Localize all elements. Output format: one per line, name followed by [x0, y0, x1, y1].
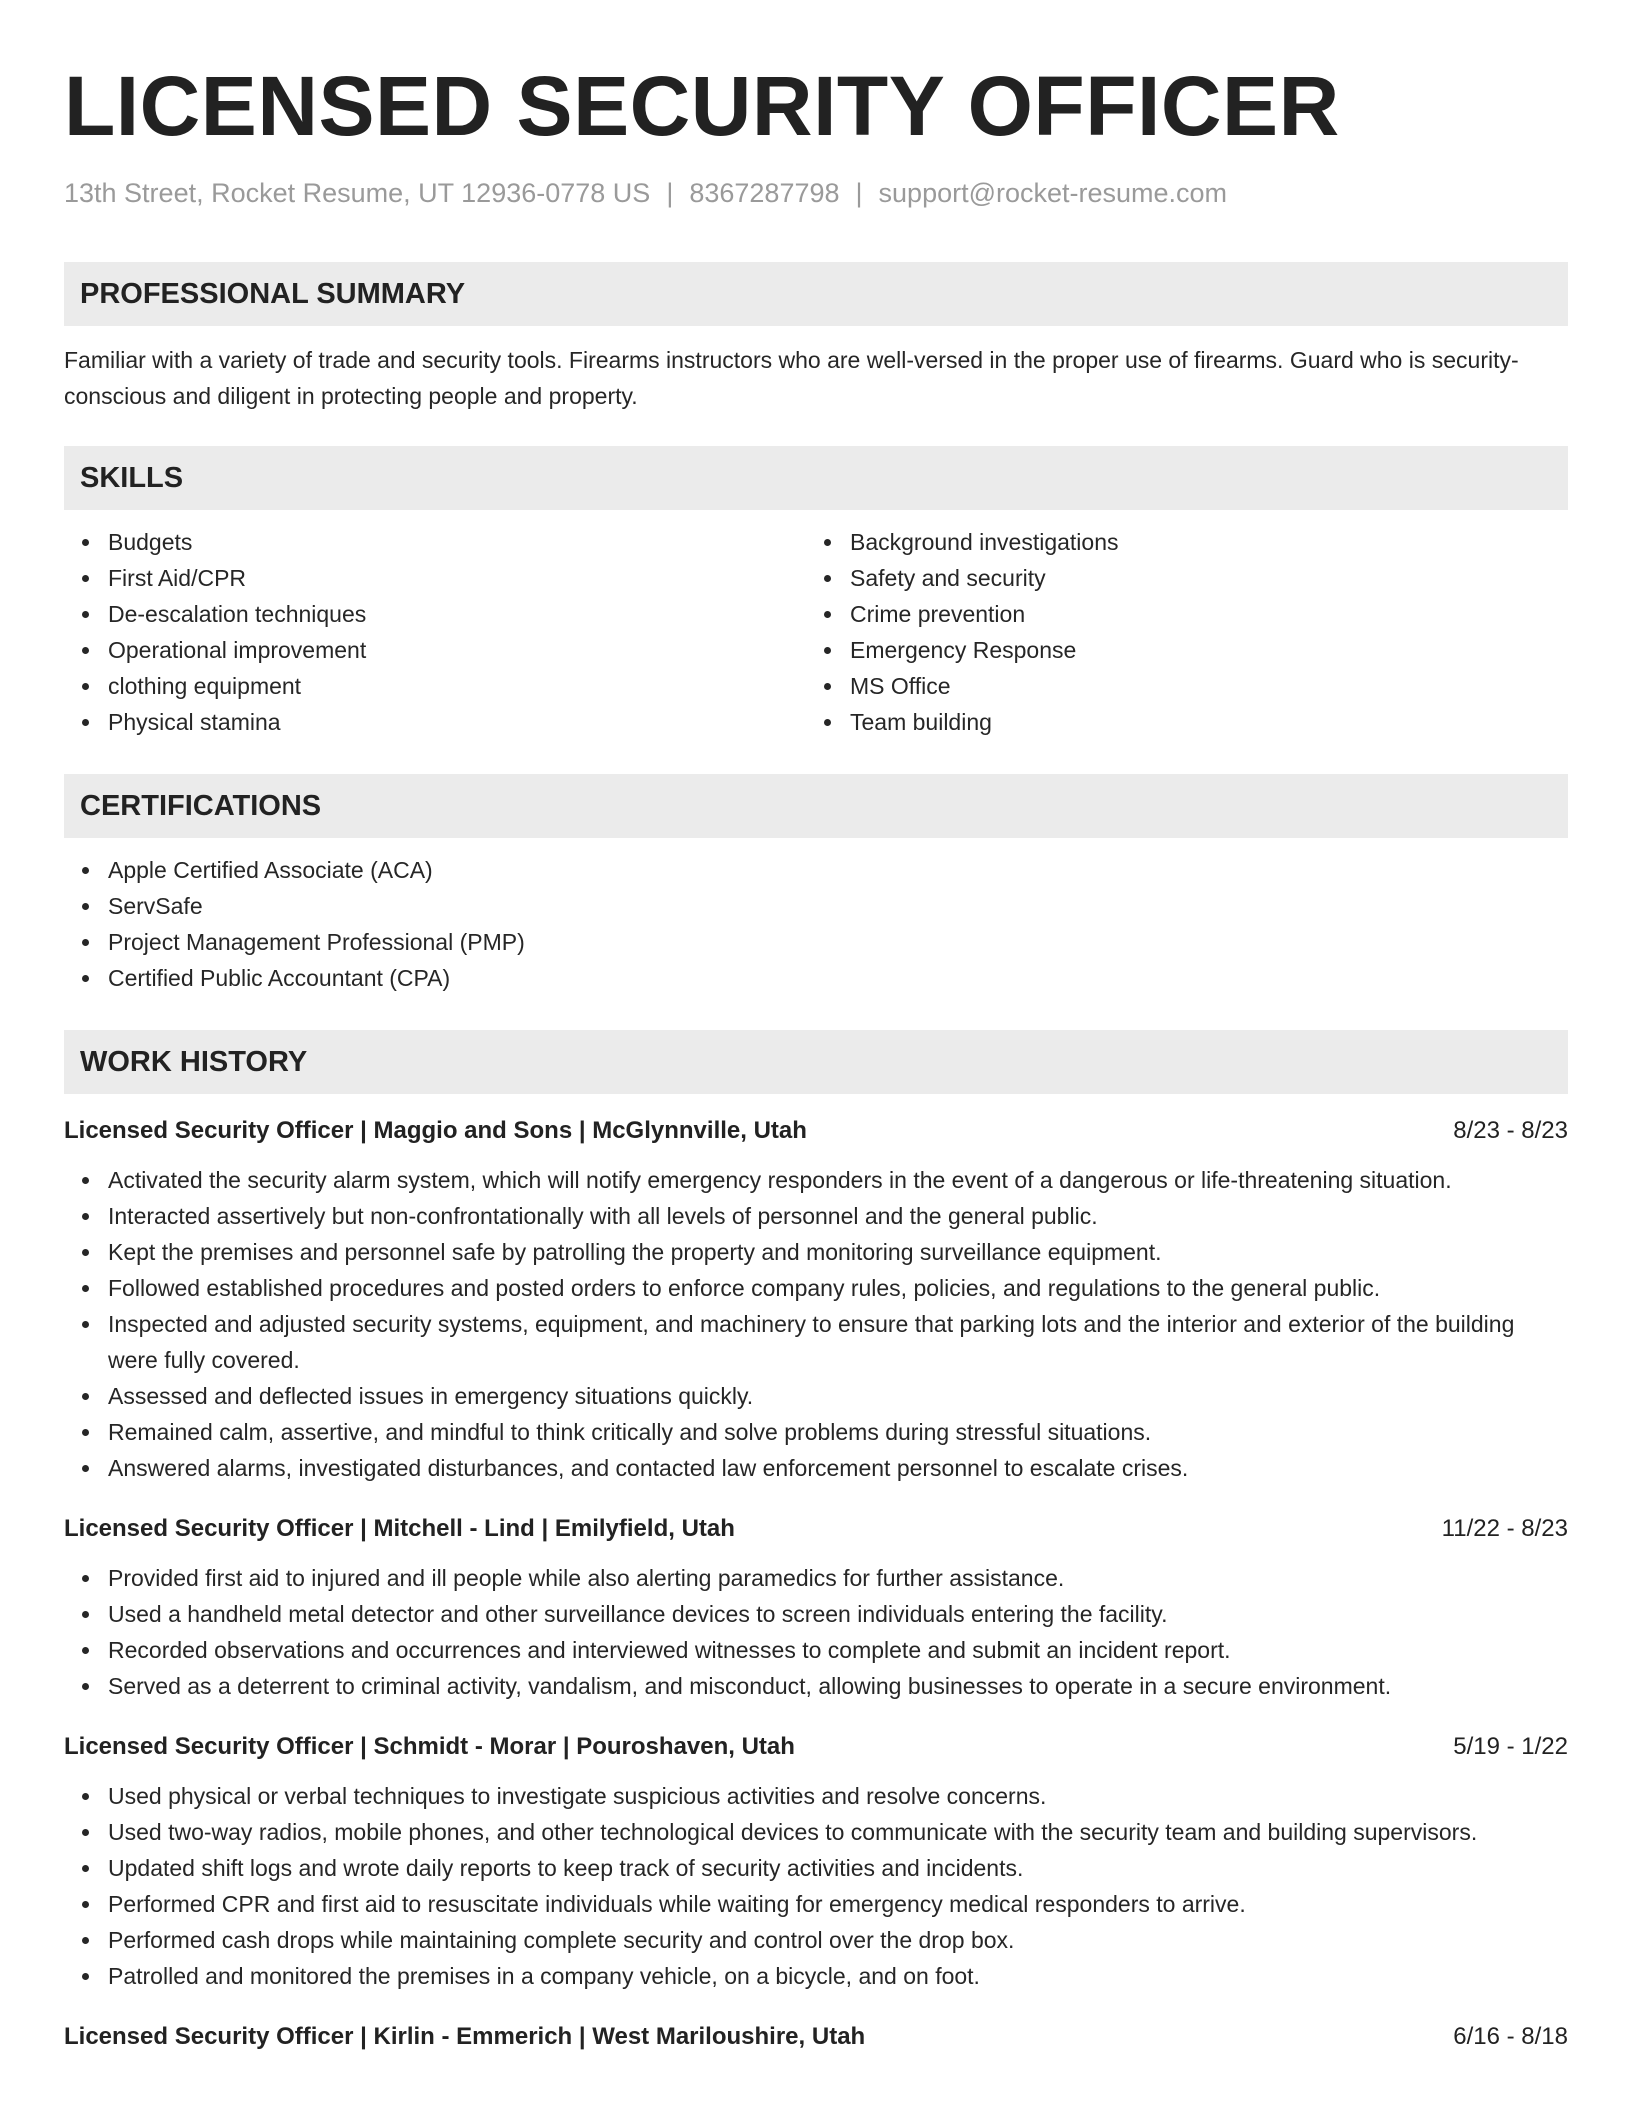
job-bullet: Inspected and adjusted security systems, equipment, and machinery to ensure that parking lots and the interior and exterior of the building were fully covered.	[64, 1306, 1568, 1378]
certification-item: Project Management Professional (PMP)	[64, 924, 1568, 960]
skills-list-right	[806, 524, 1548, 740]
contact-line	[64, 176, 1568, 210]
job-heading: Licensed Security Officer | Mitchell - Lind | Emilyfield, Utah	[64, 1515, 735, 1542]
skill-item: De-escalation techniques	[64, 596, 806, 632]
job-bullet: Updated shift logs and wrote daily reports to keep track of security activities and incidents.	[64, 1850, 1568, 1886]
job-bullet: Served as a deterrent to criminal activity, vandalism, and misconduct, allowing businesses to operate in a secure environment.	[64, 1668, 1568, 1704]
contact-address: 13th Street, Rocket Resume, UT 12936-0778 US	[64, 178, 651, 208]
professional-summary-section	[64, 262, 1568, 414]
job-bullet: Kept the premises and personnel safe by patrolling the property and monitoring surveillance equipment.	[64, 1234, 1568, 1270]
contact-phone: 8367287798	[689, 178, 840, 208]
certification-item: Apple Certified Associate (ACA)	[64, 852, 1568, 888]
job-dates: 11/22 - 8/23	[1441, 1515, 1568, 1542]
job-header	[64, 1512, 1568, 1546]
job-bullet: Assessed and deflected issues in emergency situations quickly.	[64, 1378, 1568, 1414]
skills-grid	[64, 524, 1568, 740]
certification-item: Certified Public Accountant (CPA)	[64, 960, 1568, 996]
job-bullet: Performed CPR and first aid to resuscitate individuals while waiting for emergency medical responders to arrive.	[64, 1886, 1568, 1922]
skill-item: First Aid/CPR	[64, 560, 806, 596]
contact-separator: |	[855, 178, 863, 208]
resume-name: LICENSED SECURITY OFFICER	[64, 59, 1340, 153]
section-title-work-history: WORK HISTORY	[64, 1030, 1568, 1094]
job-bullet: Patrolled and monitored the premises in a company vehicle, on a bicycle, and on foot.	[64, 1958, 1568, 1994]
job-bullet: Remained calm, assertive, and mindful to think critically and solve problems during stressful situations.	[64, 1414, 1568, 1450]
job-entry	[64, 1114, 1568, 1486]
job-entry	[64, 1512, 1568, 1704]
contact-email: support@rocket-resume.com	[878, 178, 1228, 208]
job-header	[64, 2020, 1568, 2054]
job-bullet: Answered alarms, investigated disturbances, and contacted law enforcement personnel to escalate crises.	[64, 1450, 1568, 1486]
job-bullet: Used a handheld metal detector and other surveillance devices to screen individuals entering the facility.	[64, 1596, 1568, 1632]
job-bullet: Interacted assertively but non-confrontationally with all levels of personnel and the general public.	[64, 1198, 1568, 1234]
section-title-summary: PROFESSIONAL SUMMARY	[64, 262, 1568, 326]
job-bullet: Recorded observations and occurrences and interviewed witnesses to complete and submit an incident report.	[64, 1632, 1568, 1668]
skill-item: clothing equipment	[64, 668, 806, 704]
job-bullet: Provided first aid to injured and ill people while also alerting paramedics for further assistance.	[64, 1560, 1568, 1596]
skill-item: Emergency Response	[806, 632, 1548, 668]
job-heading: Licensed Security Officer | Schmidt - Morar | Pouroshaven, Utah	[64, 1733, 795, 1760]
job-bullet: Activated the security alarm system, which will notify emergency responders in the event of a dangerous or life-threatening situation.	[64, 1162, 1568, 1198]
skills-list-left	[64, 524, 806, 740]
work-history-section	[64, 1030, 1568, 2054]
contact-separator: |	[666, 178, 674, 208]
certification-item: ServSafe	[64, 888, 1568, 924]
skill-item: Background investigations	[806, 524, 1548, 560]
summary-text: Familiar with a variety of trade and security tools. Firearms instructors who are well-versed in the proper use of firearms. Guard who is security-conscious and diligent in protecting people and property.	[64, 347, 1519, 409]
section-title-certifications: CERTIFICATIONS	[64, 774, 1568, 838]
job-header	[64, 1730, 1568, 1764]
job-header	[64, 1114, 1568, 1148]
skill-item: Budgets	[64, 524, 806, 560]
job-bullet: Performed cash drops while maintaining complete security and control over the drop box.	[64, 1922, 1568, 1958]
job-bullet: Followed established procedures and posted orders to enforce company rules, policies, and regulations to the general public.	[64, 1270, 1568, 1306]
certifications-list	[64, 852, 1568, 996]
job-entry	[64, 2020, 1568, 2054]
skill-item: Physical stamina	[64, 704, 806, 740]
job-heading: Licensed Security Officer | Maggio and Sons | McGlynnville, Utah	[64, 1117, 807, 1144]
skill-item: Safety and security	[806, 560, 1548, 596]
job-entry	[64, 1730, 1568, 1994]
job-bullets	[64, 1560, 1568, 1704]
skills-section	[64, 446, 1568, 740]
job-dates: 8/23 - 8/23	[1453, 1117, 1568, 1144]
skill-item: Operational improvement	[64, 632, 806, 668]
certifications-section	[64, 774, 1568, 996]
job-dates: 6/16 - 8/18	[1453, 2023, 1568, 2050]
job-bullets	[64, 1778, 1568, 1994]
job-bullet: Used physical or verbal techniques to investigate suspicious activities and resolve concerns.	[64, 1778, 1568, 1814]
section-title-skills: SKILLS	[64, 446, 1568, 510]
job-bullets	[64, 1162, 1568, 1486]
job-bullet: Used two-way radios, mobile phones, and other technological devices to communicate with the security team and building supervisors.	[64, 1814, 1568, 1850]
skill-item: Crime prevention	[806, 596, 1548, 632]
skill-item: Team building	[806, 704, 1548, 740]
job-dates: 5/19 - 1/22	[1453, 1733, 1568, 1760]
skill-item: MS Office	[806, 668, 1548, 704]
job-heading: Licensed Security Officer | Kirlin - Emmerich | West Mariloushire, Utah	[64, 2023, 866, 2050]
